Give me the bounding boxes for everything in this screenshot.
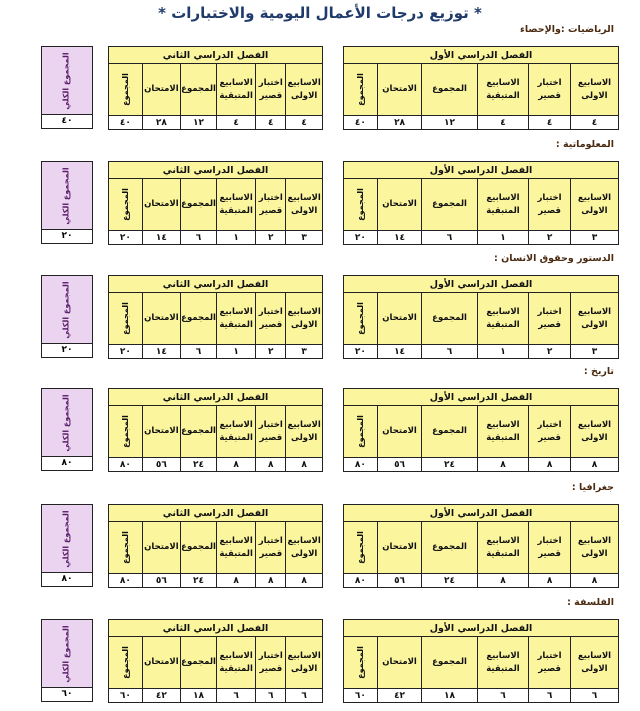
subject-label: الرياضيات :والإحصاء: [519, 24, 614, 35]
val-exam: ١٤: [142, 231, 180, 245]
val-remaining: ٤: [217, 116, 256, 130]
val-total: ٨٠: [344, 574, 378, 588]
semester-2-header: الفصل الدراسي الثاني: [109, 620, 323, 637]
semester-2-header: الفصل الدراسي الثاني: [109, 389, 323, 406]
col-sum: المجموع: [422, 293, 477, 345]
col-remaining-weeks: الاسابيع المتبقية: [217, 637, 256, 689]
col-exam: الامتحان: [377, 406, 422, 458]
semester-2-header: الفصل الدراسي الثاني: [109, 47, 323, 64]
grand-total-label: المجموع الكلي: [41, 46, 93, 115]
semester-1-table: [343, 388, 619, 472]
col-sum: المجموع: [181, 522, 217, 574]
val-weeks: ٣: [286, 231, 323, 245]
grade-section: [0, 619, 640, 709]
val-sum: ١٢: [181, 116, 217, 130]
col-sum: المجموع: [422, 179, 477, 231]
val-quiz: ٤: [256, 116, 286, 130]
val-sum: ٦: [181, 231, 217, 245]
col-sum: المجموع: [422, 64, 477, 116]
col-first-weeks: الاسابيع الاولى: [286, 406, 323, 458]
col-total: المجموع: [344, 64, 378, 116]
col-sum: المجموع: [422, 522, 477, 574]
subject-label: المعلوماتية :: [555, 139, 614, 150]
subject-label: جغرافيا :: [571, 482, 614, 493]
col-quiz: اختبار قصير: [529, 179, 571, 231]
val-exam: ٤٢: [377, 689, 422, 703]
semester-1-table: [343, 619, 619, 703]
val-exam: ١٤: [377, 345, 422, 359]
col-exam: الامتحان: [142, 179, 180, 231]
col-exam: الامتحان: [377, 293, 422, 345]
grand-total-value: ٨٠: [41, 457, 93, 471]
grand-total-box: [41, 275, 93, 358]
semester-1-header: الفصل الدراسي الأول: [344, 276, 619, 293]
col-quiz: اختبار قصير: [529, 64, 571, 116]
val-total: ٢٠: [344, 345, 378, 359]
val-weeks: ٨: [570, 574, 618, 588]
val-remaining: ١: [477, 231, 529, 245]
val-sum: ٢٤: [422, 458, 477, 472]
val-total: ٢٠: [109, 231, 143, 245]
col-first-weeks: الاسابيع الاولى: [570, 179, 618, 231]
col-total: المجموع: [344, 293, 378, 345]
col-remaining-weeks: الاسابيع المتبقية: [217, 179, 256, 231]
grand-total-box: [41, 619, 93, 702]
col-quiz: اختبار قصير: [529, 293, 571, 345]
grand-total-value: ٤٠: [41, 115, 93, 129]
val-weeks: ٦: [286, 689, 323, 703]
val-total: ٨٠: [109, 458, 143, 472]
val-sum: ٦: [422, 345, 477, 359]
col-sum: المجموع: [181, 406, 217, 458]
col-first-weeks: الاسابيع الاولى: [570, 522, 618, 574]
col-sum: المجموع: [181, 64, 217, 116]
val-exam: ٢٨: [142, 116, 180, 130]
val-quiz: ٨: [529, 458, 571, 472]
semester-1-table: [343, 504, 619, 588]
col-first-weeks: الاسابيع الاولى: [570, 637, 618, 689]
grade-section: [0, 388, 640, 478]
col-exam: الامتحان: [142, 64, 180, 116]
grand-total-box: [41, 388, 93, 471]
val-remaining: ١: [217, 231, 256, 245]
val-total: ٢٠: [109, 345, 143, 359]
val-quiz: ٨: [529, 574, 571, 588]
col-total: المجموع: [109, 179, 143, 231]
grade-section: [0, 504, 640, 594]
col-total: المجموع: [344, 179, 378, 231]
val-remaining: ٨: [217, 574, 256, 588]
col-total: المجموع: [344, 637, 378, 689]
semester-2-table: [108, 619, 323, 703]
semester-2-table: [108, 504, 323, 588]
semester-1-header: الفصل الدراسي الأول: [344, 389, 619, 406]
val-exam: ٥٦: [377, 458, 422, 472]
val-total: ٢٠: [344, 231, 378, 245]
val-remaining: ٨: [477, 574, 529, 588]
grand-total-value: ٦٠: [41, 688, 93, 702]
val-weeks: ٣: [570, 231, 618, 245]
col-first-weeks: الاسابيع الاولى: [570, 406, 618, 458]
col-first-weeks: الاسابيع الاولى: [286, 637, 323, 689]
val-weeks: ٨: [286, 458, 323, 472]
col-remaining-weeks: الاسابيع المتبقية: [217, 64, 256, 116]
grade-section: [0, 46, 640, 136]
val-weeks: ٣: [570, 345, 618, 359]
col-first-weeks: الاسابيع الاولى: [286, 293, 323, 345]
val-sum: ٦: [422, 231, 477, 245]
col-total: المجموع: [109, 293, 143, 345]
col-first-weeks: الاسابيع الاولى: [286, 522, 323, 574]
col-sum: المجموع: [181, 179, 217, 231]
val-remaining: ١: [217, 345, 256, 359]
col-first-weeks: الاسابيع الاولى: [286, 179, 323, 231]
semester-2-header: الفصل الدراسي الثاني: [109, 505, 323, 522]
col-quiz: اختبار قصير: [256, 64, 286, 116]
val-weeks: ٨: [570, 458, 618, 472]
subject-label: الدستور وحقوق الانسان :: [494, 253, 614, 264]
val-exam: ١٤: [377, 231, 422, 245]
val-quiz: ٦: [256, 689, 286, 703]
val-exam: ١٤: [142, 345, 180, 359]
col-exam: الامتحان: [142, 293, 180, 345]
val-sum: ١٨: [422, 689, 477, 703]
col-remaining-weeks: الاسابيع المتبقية: [477, 64, 529, 116]
grand-total-label: المجموع الكلي: [41, 619, 93, 688]
col-exam: الامتحان: [142, 406, 180, 458]
val-weeks: ٤: [570, 116, 618, 130]
semester-2-table: [108, 388, 323, 472]
col-remaining-weeks: الاسابيع المتبقية: [217, 522, 256, 574]
col-quiz: اختبار قصير: [256, 522, 286, 574]
semester-1-table: [343, 275, 619, 359]
grand-total-value: ٢٠: [41, 230, 93, 244]
grand-total-value: ٢٠: [41, 344, 93, 358]
grand-total-box: [41, 161, 93, 244]
col-quiz: اختبار قصير: [256, 293, 286, 345]
grand-total-label: المجموع الكلي: [41, 161, 93, 230]
grand-total-box: [41, 504, 93, 587]
val-quiz: ٢: [529, 345, 571, 359]
val-weeks: ٤: [286, 116, 323, 130]
col-sum: المجموع: [422, 637, 477, 689]
col-quiz: اختبار قصير: [256, 406, 286, 458]
val-total: ٤٠: [109, 116, 143, 130]
col-remaining-weeks: الاسابيع المتبقية: [477, 522, 529, 574]
val-total: ٤٠: [344, 116, 378, 130]
subject-label: الفلسفة :: [567, 597, 614, 608]
val-quiz: ٨: [256, 458, 286, 472]
val-remaining: ٨: [217, 458, 256, 472]
semester-1-header: الفصل الدراسي الأول: [344, 505, 619, 522]
col-exam: الامتحان: [377, 637, 422, 689]
col-quiz: اختبار قصير: [529, 522, 571, 574]
grand-total-value: ٨٠: [41, 573, 93, 587]
val-weeks: ٣: [286, 345, 323, 359]
grand-total-label: المجموع الكلي: [41, 275, 93, 344]
col-sum: المجموع: [422, 406, 477, 458]
grand-total-label: المجموع الكلي: [41, 388, 93, 457]
col-quiz: اختبار قصير: [256, 179, 286, 231]
col-first-weeks: الاسابيع الاولى: [570, 64, 618, 116]
col-sum: المجموع: [181, 293, 217, 345]
val-remaining: ١: [477, 345, 529, 359]
grade-section: [0, 161, 640, 251]
col-first-weeks: الاسابيع الاولى: [286, 64, 323, 116]
col-remaining-weeks: الاسابيع المتبقية: [217, 293, 256, 345]
semester-2-table: [108, 46, 323, 130]
semester-2-header: الفصل الدراسي الثاني: [109, 276, 323, 293]
val-exam: ٥٦: [377, 574, 422, 588]
grand-total-box: [41, 46, 93, 129]
val-total: ٨٠: [344, 458, 378, 472]
col-quiz: اختبار قصير: [529, 406, 571, 458]
col-total: المجموع: [109, 522, 143, 574]
val-sum: ١٨: [181, 689, 217, 703]
col-remaining-weeks: الاسابيع المتبقية: [477, 637, 529, 689]
semester-1-header: الفصل الدراسي الأول: [344, 162, 619, 179]
val-total: ٦٠: [109, 689, 143, 703]
val-remaining: ٦: [217, 689, 256, 703]
subject-label: تاريخ :: [583, 366, 614, 377]
semester-1-header: الفصل الدراسي الأول: [344, 47, 619, 64]
val-quiz: ٢: [256, 345, 286, 359]
semester-2-header: الفصل الدراسي الثاني: [109, 162, 323, 179]
col-exam: الامتحان: [377, 522, 422, 574]
val-total: ٦٠: [344, 689, 378, 703]
val-remaining: ٦: [477, 689, 529, 703]
col-total: المجموع: [109, 64, 143, 116]
val-remaining: ٤: [477, 116, 529, 130]
col-total: المجموع: [109, 637, 143, 689]
val-exam: ٤٢: [142, 689, 180, 703]
col-exam: الامتحان: [142, 522, 180, 574]
col-first-weeks: الاسابيع الاولى: [570, 293, 618, 345]
col-remaining-weeks: الاسابيع المتبقية: [477, 179, 529, 231]
semester-2-table: [108, 275, 323, 359]
col-quiz: اختبار قصير: [256, 637, 286, 689]
col-remaining-weeks: الاسابيع المتبقية: [217, 406, 256, 458]
val-quiz: ٤: [529, 116, 571, 130]
page-title: * توزيع درجات الأعمال اليومية والاختبارات *: [158, 4, 482, 22]
val-sum: ١٢: [422, 116, 477, 130]
semester-1-table: [343, 161, 619, 245]
col-exam: الامتحان: [142, 637, 180, 689]
val-quiz: ٢: [256, 231, 286, 245]
grade-section: [0, 275, 640, 365]
val-exam: ٥٦: [142, 458, 180, 472]
col-total: المجموع: [344, 406, 378, 458]
val-quiz: ٦: [529, 689, 571, 703]
val-remaining: ٨: [477, 458, 529, 472]
val-weeks: ٨: [286, 574, 323, 588]
val-sum: ٢٤: [422, 574, 477, 588]
semester-1-table: [343, 46, 619, 130]
col-exam: الامتحان: [377, 64, 422, 116]
val-sum: ٢٤: [181, 458, 217, 472]
val-total: ٨٠: [109, 574, 143, 588]
val-quiz: ٨: [256, 574, 286, 588]
semester-1-header: الفصل الدراسي الأول: [344, 620, 619, 637]
val-exam: ٢٨: [377, 116, 422, 130]
val-sum: ٢٤: [181, 574, 217, 588]
col-remaining-weeks: الاسابيع المتبقية: [477, 406, 529, 458]
val-weeks: ٦: [570, 689, 618, 703]
semester-2-table: [108, 161, 323, 245]
grand-total-label: المجموع الكلي: [41, 504, 93, 573]
col-remaining-weeks: الاسابيع المتبقية: [477, 293, 529, 345]
col-sum: المجموع: [181, 637, 217, 689]
val-sum: ٦: [181, 345, 217, 359]
col-total: المجموع: [109, 406, 143, 458]
val-exam: ٥٦: [142, 574, 180, 588]
col-exam: الامتحان: [377, 179, 422, 231]
val-quiz: ٢: [529, 231, 571, 245]
col-total: المجموع: [344, 522, 378, 574]
col-quiz: اختبار قصير: [529, 637, 571, 689]
